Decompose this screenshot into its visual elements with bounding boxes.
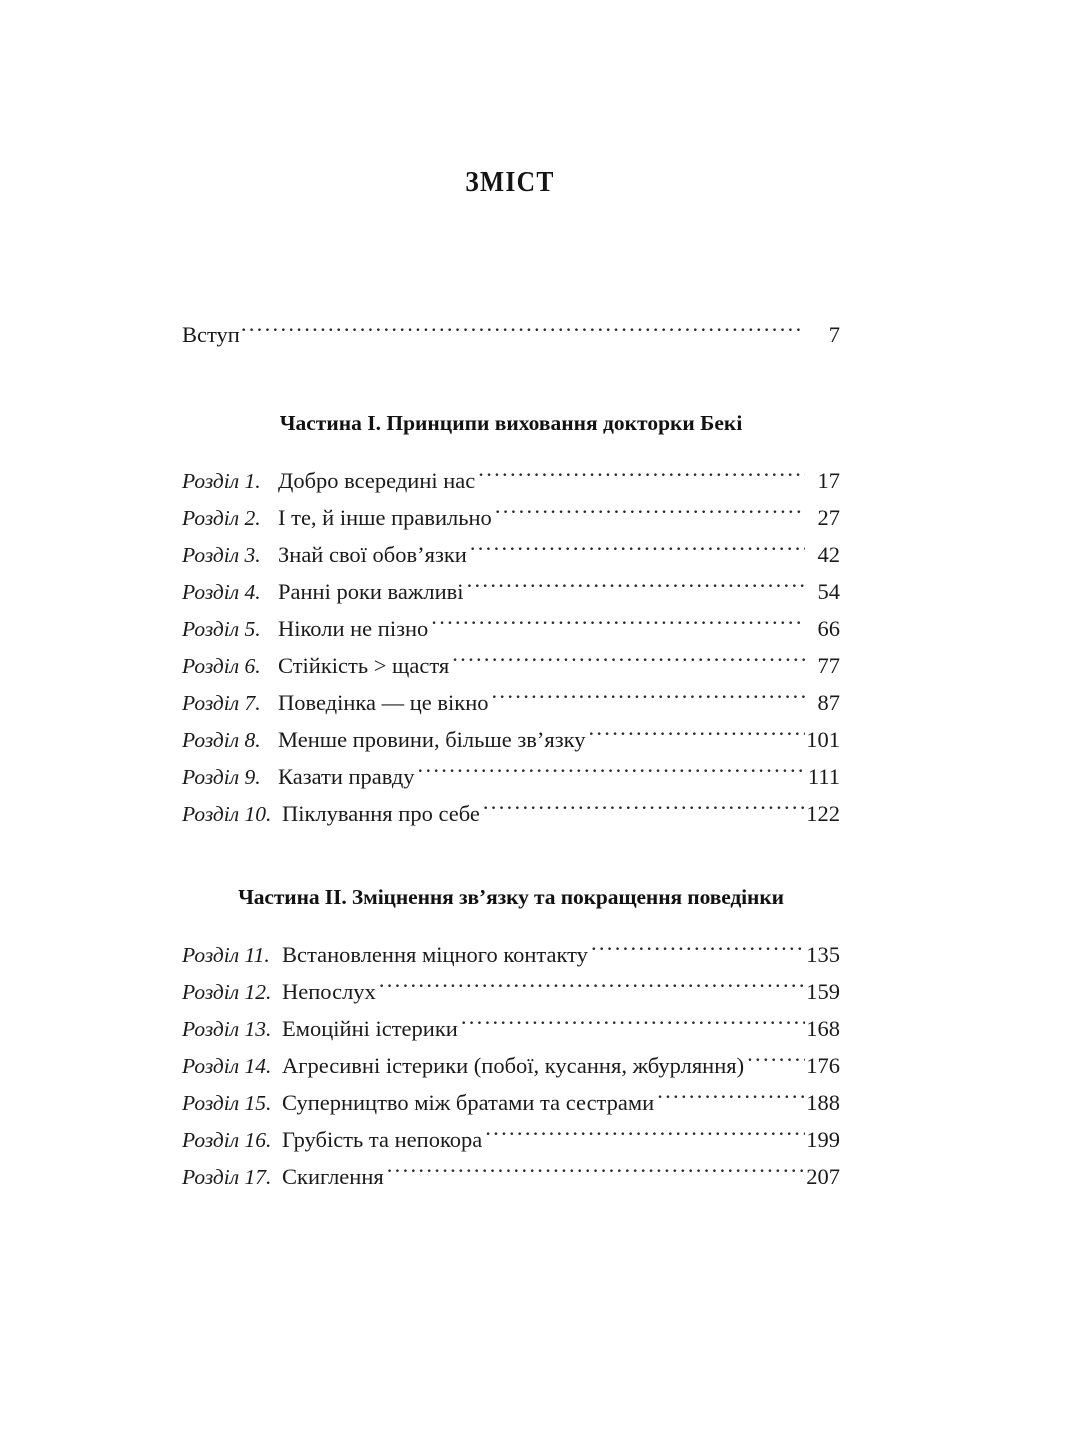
chapter-title: Скиглення — [282, 1164, 384, 1189]
chapter-page-number: 176 — [806, 1053, 840, 1078]
chapter-label: Розділ 14. — [182, 1054, 272, 1078]
chapter-page-number: 77 — [817, 653, 840, 678]
dot-leader — [657, 1088, 805, 1111]
chapter-label: Розділ 10. — [182, 802, 272, 826]
chapter-label: Розділ 4. — [182, 580, 261, 604]
dot-leader — [461, 1014, 805, 1037]
dot-leader — [431, 614, 805, 637]
part-heading-1: Частина I. Принципи виховання докторки Бекі — [279, 411, 743, 435]
chapter-title: Добро всередині нас — [278, 468, 476, 493]
part-heading-2: Частина II. Зміцнення зв’язку та покращення поведінки — [238, 885, 784, 909]
toc-chapter-row[interactable] — [182, 536, 840, 573]
chapter-page-number: 101 — [806, 727, 840, 752]
toc-chapter-row[interactable] — [182, 973, 840, 1010]
chapter-label: Розділ 8. — [182, 728, 261, 752]
chapter-title: Піклування про себе — [282, 801, 480, 826]
chapter-label: Розділ 16. — [182, 1128, 272, 1152]
toc-chapter-row[interactable] — [182, 1084, 840, 1121]
toc-entry-intro[interactable] — [182, 318, 840, 352]
chapter-page-number: 17 — [817, 468, 840, 493]
chapter-label: Розділ 6. — [182, 654, 261, 678]
dot-leader — [485, 1125, 805, 1148]
toc-chapter-row[interactable] — [182, 758, 840, 795]
chapter-label: Розділ 1. — [182, 469, 261, 493]
toc-chapter-row[interactable] — [182, 647, 840, 684]
dot-leader — [418, 762, 805, 785]
dot-leader — [379, 977, 805, 1000]
chapter-title: Менше провини, більше зв’язку — [278, 727, 586, 752]
dot-leader — [241, 320, 805, 343]
chapter-page-number: 42 — [817, 542, 840, 567]
toc-chapter-row[interactable] — [182, 573, 840, 610]
chapter-label: Розділ 2. — [182, 506, 261, 530]
chapter-title: Грубість та непокора — [282, 1127, 483, 1152]
chapter-title: Стійкість > щастя — [278, 653, 450, 678]
chapter-page-number: 122 — [806, 801, 840, 826]
chapter-page-number: 168 — [806, 1016, 840, 1041]
toc-chapter-row[interactable] — [182, 1121, 840, 1158]
chapter-title: І те, й інше правильно — [278, 505, 492, 530]
dot-leader — [492, 688, 806, 711]
toc-chapter-row[interactable] — [182, 1158, 840, 1195]
chapter-page-number: 54 — [817, 579, 840, 604]
toc-chapter-row[interactable] — [182, 721, 840, 758]
toc-chapter-row[interactable] — [182, 1010, 840, 1047]
dot-leader — [478, 466, 805, 489]
chapter-title: Встановлення міцного контакту — [282, 942, 588, 967]
chapter-page-number: 27 — [817, 505, 840, 530]
toc-chapter-row[interactable] — [182, 1047, 840, 1084]
dot-leader — [591, 940, 805, 963]
chapter-title: Суперництво між братами та сестрами — [282, 1090, 655, 1115]
chapter-page-number: 87 — [817, 690, 840, 715]
toc-chapter-row[interactable] — [182, 462, 840, 499]
chapter-label: Розділ 12. — [182, 980, 272, 1004]
chapter-page-number: 66 — [817, 616, 840, 641]
chapter-list-part-1 — [182, 462, 840, 832]
chapter-page-number: 199 — [806, 1127, 840, 1152]
chapter-label: Розділ 9. — [182, 765, 261, 789]
chapter-title: Емоційні істерики — [282, 1016, 458, 1041]
chapter-label: Розділ 7. — [182, 691, 261, 715]
chapter-page-number: 159 — [806, 979, 840, 1004]
chapter-page-number: 188 — [806, 1090, 840, 1115]
dot-leader — [483, 799, 805, 822]
chapter-title: Поведінка — це вікно — [278, 690, 489, 715]
dot-leader — [467, 577, 805, 600]
dot-leader — [495, 503, 805, 526]
toc-chapter-row[interactable] — [182, 610, 840, 647]
chapter-label: Розділ 11. — [182, 943, 270, 967]
chapter-label: Розділ 13. — [182, 1017, 272, 1041]
chapter-page-number: 135 — [806, 942, 840, 967]
toc-chapter-row[interactable] — [182, 684, 840, 721]
chapter-label: Розділ 17. — [182, 1165, 272, 1189]
chapter-title: Агресивні істерики (побої, кусання, жбурляння) — [282, 1053, 745, 1078]
chapter-label: Розділ 15. — [182, 1091, 272, 1115]
chapter-title: Казати правду — [278, 764, 415, 789]
chapter-list-part-2 — [182, 936, 840, 1195]
chapter-title: Знай свої обов’язки — [278, 542, 467, 567]
toc-chapter-row[interactable] — [182, 499, 840, 536]
toc-entry-page-number: 7 — [828, 322, 840, 347]
chapter-label: Розділ 5. — [182, 617, 261, 641]
chapter-title: Непослух — [282, 979, 376, 1004]
chapter-title: Ранні роки важливі — [278, 579, 464, 604]
dot-leader — [588, 725, 805, 748]
dot-leader — [747, 1051, 805, 1074]
chapter-page-number: 111 — [807, 764, 840, 789]
chapter-title: Ніколи не пізно — [278, 616, 429, 641]
toc-content — [182, 318, 840, 1195]
toc-chapter-row[interactable] — [182, 936, 840, 973]
chapter-label: Розділ 3. — [182, 543, 261, 567]
dot-leader — [470, 540, 805, 563]
toc-chapter-row[interactable] — [182, 795, 840, 832]
dot-leader — [387, 1162, 805, 1185]
page-title: ЗМІСТ — [465, 166, 555, 198]
toc-entry-label: Вступ — [182, 322, 240, 347]
dot-leader — [452, 651, 805, 674]
chapter-page-number: 207 — [806, 1164, 840, 1189]
